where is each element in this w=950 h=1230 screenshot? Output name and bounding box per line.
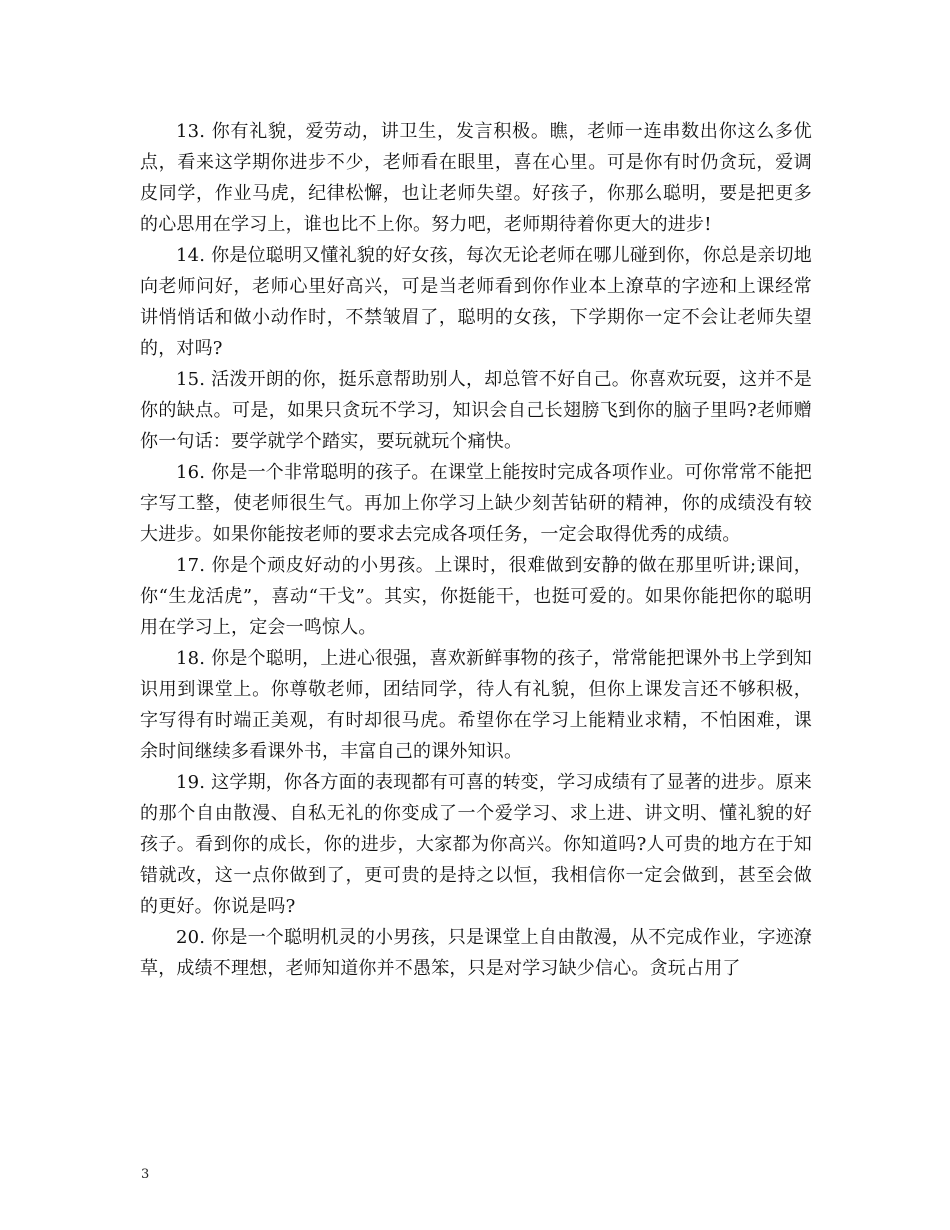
paragraph-18: 18. 你是个聪明，上进心很强，喜欢新鲜事物的孩子，常常能把课外书上学到知识用到课堂上。你尊敬老师，团结同学，待人有礼貌，但你上课发言还不够积极，字写得有时端正美观，有时却很马虎。希望你在学习上能精业求精，不怕困难，课余时间继续多看课外书，丰富自己的课外知识。 [140,648,812,762]
paragraph-17: 17. 你是个顽皮好动的小男孩。上课时，很难做到安静的做在那里听讲;课间，你“生龙活虎”，喜动“干戈”。其实，你挺能干，也挺可爱的。如果你能把你的聪明用在学习上，定会一鸣惊人。 [140,555,812,638]
document-body [140,116,812,984]
paragraph-16: 16. 你是一个非常聪明的孩子。在课堂上能按时完成各项作业。可你常常不能把字写工整，使老师很生气。再加上你学习上缺少刻苦钻研的精神，你的成绩没有较大进步。如果你能按老师的要求去完成各项任务，一定会取得优秀的成绩。 [140,462,812,545]
page-number: 3 [141,1167,150,1182]
paragraph-13: 13. 你有礼貌，爱劳动，讲卫生，发言积极。瞧，老师一连串数出你这么多优点，看来这学期你进步不少，老师看在眼里，喜在心里。可是你有时仍贪玩，爱调皮同学，作业马虎，纪律松懈，也让老师失望。好孩子，你那么聪明，要是把更多的心思用在学习上，谁也比不上你。努力吧，老师期待着你更大的进步! [140,121,812,235]
paragraph-20: 20. 你是一个聪明机灵的小男孩，只是课堂上自由散漫，从不完成作业，字迹潦草，成绩不理想，老师知道你并不愚笨，只是对学习缺少信心。贪玩占用了 [140,927,812,979]
paragraph-15: 15. 活泼开朗的你，挺乐意帮助别人，却总管不好自己。你喜欢玩耍，这并不是你的缺点。可是，如果只贪玩不学习，知识会自己长翅膀飞到你的脑子里吗?老师赠你一句话：要学就学个踏实，要玩就玩个痛快。 [140,369,812,452]
paragraph-14: 14. 你是位聪明又懂礼貌的好女孩，每次无论老师在哪儿碰到你，你总是亲切地向老师问好，老师心里好高兴，可是当老师看到你作业本上潦草的字迹和上课经常讲悄悄话和做小动作时，不禁皱眉了，聪明的女孩，下学期你一定不会让老师失望的，对吗? [140,245,812,359]
paragraph-19: 19. 这学期，你各方面的表现都有可喜的转变，学习成绩有了显著的进步。原来的那个自由散漫、自私无礼的你变成了一个爱学习、求上进、讲文明、懂礼貌的好孩子。看到你的成长，你的进步，大家都为你高兴。你知道吗?人可贵的地方在于知错就改，这一点你做到了，更可贵的是持之以恒，我相信你一定会做到，甚至会做的更好。你说是吗? [140,772,812,917]
